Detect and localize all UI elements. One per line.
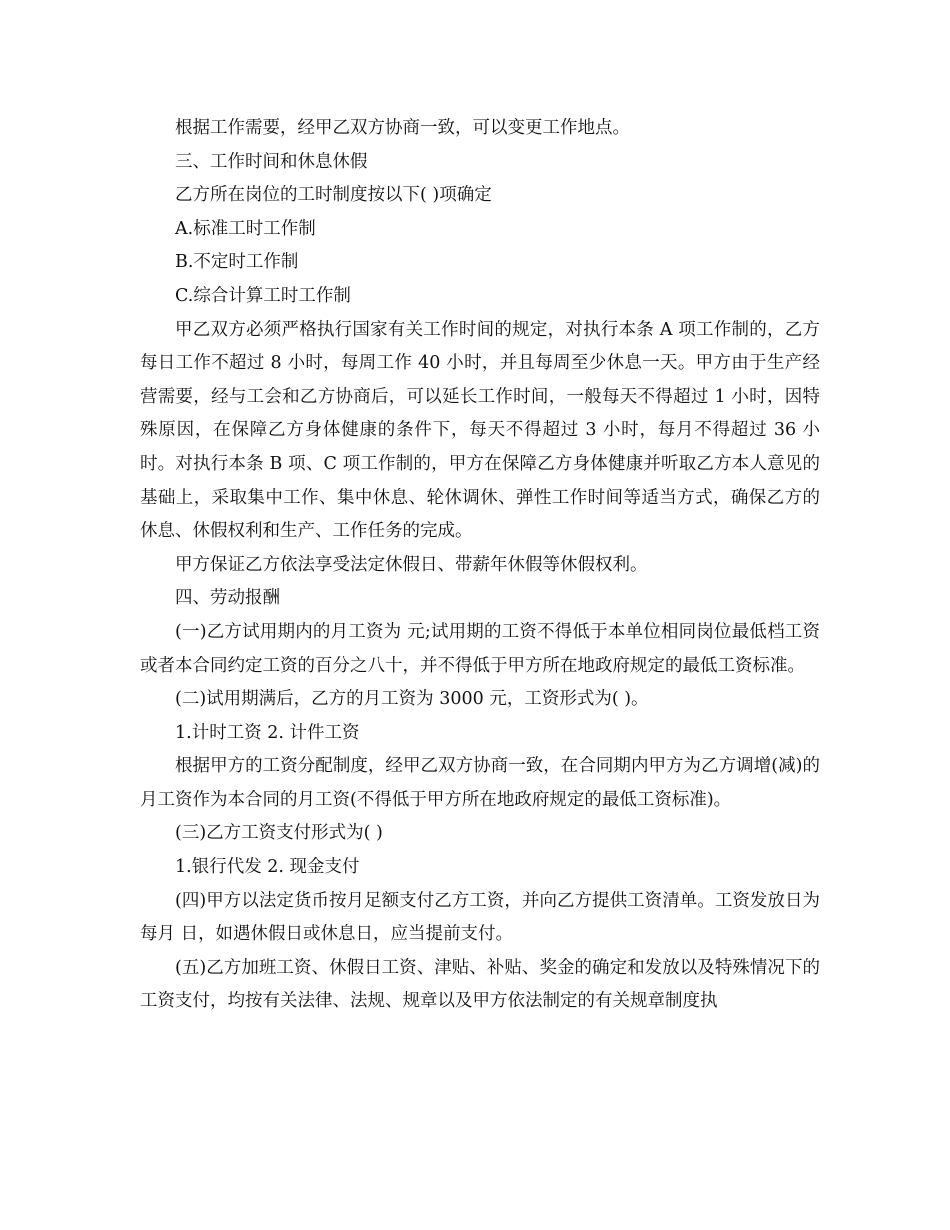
paragraph-leave-rights: 甲方保证乙方依法享受法定休假日、带薪年休假等休假权利。 xyxy=(175,554,648,575)
paragraph-hours-system: 乙方所在岗位的工时制度按以下( )项确定 xyxy=(175,185,492,206)
paragraph-probation-wage: (一)乙方试用期内的月工资为 元;试用期的工资不得低于本单位相同岗位最低档工资或者本合同约定工资的百分之八十，并不得低于甲方所在地政府规定的最低工资标准。 xyxy=(140,621,820,676)
heading-remuneration: 四、劳动报酬 xyxy=(175,588,280,609)
paragraph-monthly-wage: (二)试用期满后，乙方的月工资为 3000 元，工资形式为( )。 xyxy=(175,689,649,710)
paragraph-hours-regulation: 甲乙双方必须严格执行国家有关工作时间的规定，对执行本条 A 项工作制的，乙方每日工作不超过 8 小时，每周工作 40 小时，并且每周至少休息一天。甲方由于生产经营需要，经与工会和乙方协商后，可以延长工作时间，一般每天不得超过 1 小时，因特殊原因，在保障乙方身体健康的条件下，每天不得超过 3 小时，每月不得超过 36 小时。对执行本条 B 项、C 项工作制的，甲方在保障乙方身体健康并听取乙方本人意见的基础上，采取集中工作、集中休息、轮休调休、弹性工作时间等适当方式，确保乙方的休息、休假权利和生产、工作任务的完成。 xyxy=(140,319,820,542)
option-payment-method: 1.银行代发 2. 现金支付 xyxy=(175,857,360,878)
paragraph-payment-schedule: (四)甲方以法定货币按月足额支付乙方工资，并向乙方提供工资清单。工资发放日为每月 日，如遇休假日或休息日，应当提前支付。 xyxy=(140,890,820,945)
option-flexible-hours: B.不定时工作制 xyxy=(175,252,299,273)
option-standard-hours: A.标准工时工作制 xyxy=(175,218,316,239)
paragraph-payment-form: (三)乙方工资支付形式为( ) xyxy=(175,823,383,844)
paragraph-work-location: 根据工作需要，经甲乙双方协商一致，可以变更工作地点。 xyxy=(175,118,630,138)
heading-working-hours: 三、工作时间和休息休假 xyxy=(175,151,368,172)
option-comprehensive-hours: C.综合计算工时工作制 xyxy=(175,285,351,306)
option-wage-form: 1.计时工资 2. 计件工资 xyxy=(175,722,360,743)
document-body xyxy=(140,112,820,1019)
paragraph-overtime-wage: (五)乙方加班工资、休假日工资、津贴、补贴、奖金的确定和发放以及特殊情况下的工资支付，均按有关法律、法规、规章以及甲方依法制定的有关规章制度执 xyxy=(140,957,820,1012)
paragraph-wage-adjustment: 根据甲方的工资分配制度，经甲乙双方协商一致，在合同期内甲方为乙方调增(减)的月工资作为本合同的月工资(不得低于甲方所在地政府规定的最低工资标准)。 xyxy=(140,756,820,810)
